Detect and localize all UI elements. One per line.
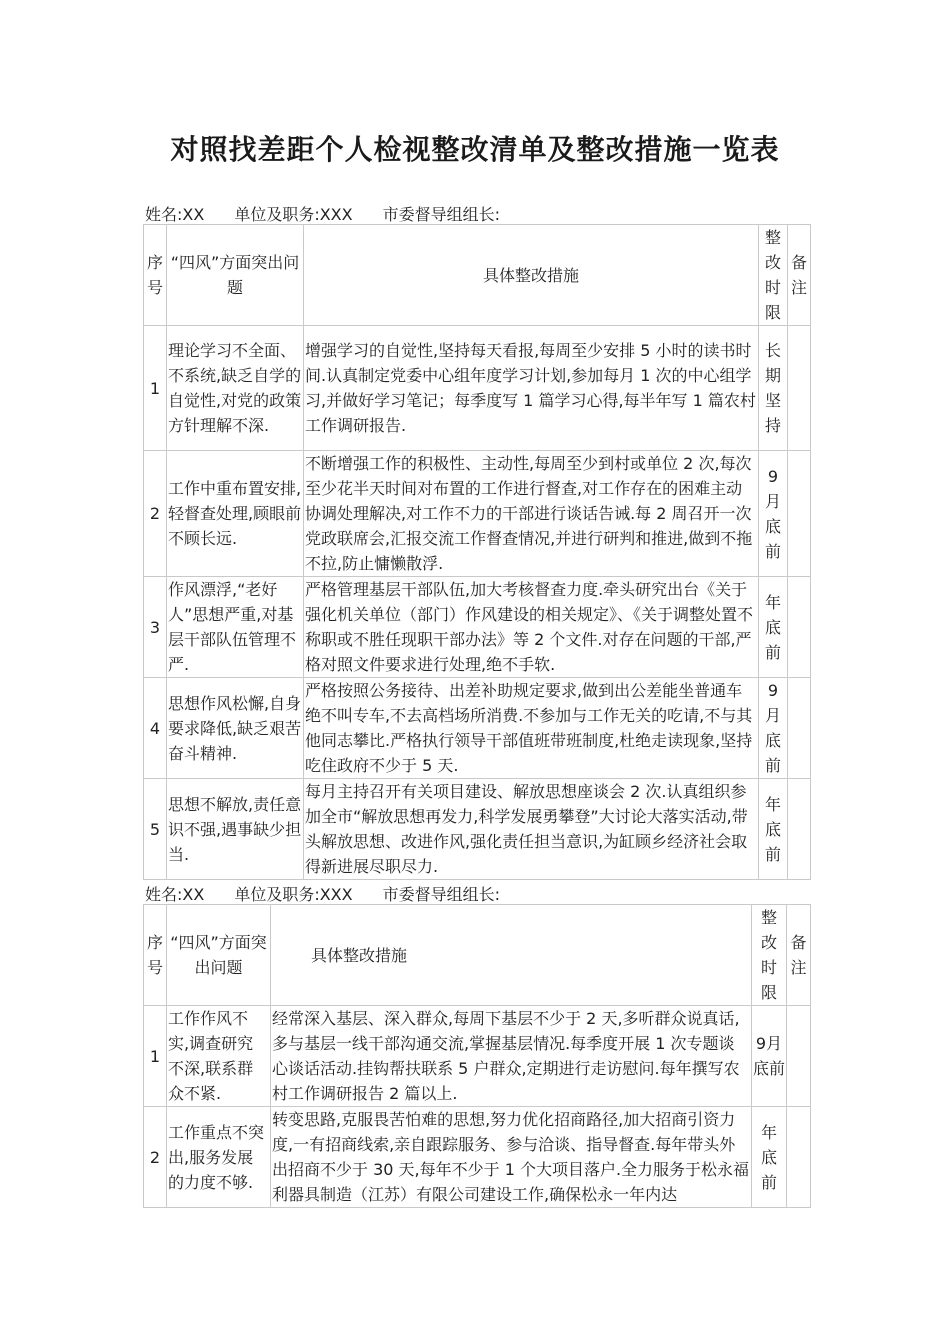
row-deadline: 9月底前: [759, 678, 788, 779]
row-deadline: 年底前: [752, 1107, 787, 1208]
row-remark: [788, 451, 811, 577]
header-no: 序号: [144, 905, 167, 1006]
row-remark: [788, 326, 811, 451]
row-measures: 每月主持召开有关项目建设、解放思想座谈会 2 次.认真组织参加全市“解放思想再发力,科学发展勇攀登”大讨论大落实活动,带头解放思想、改进作风,强化责任担当意识,为缸顾乡经济社会取得新进展尽职尽力.: [304, 779, 759, 880]
row-no: 1: [144, 1006, 167, 1107]
row-no: 5: [144, 779, 167, 880]
unit-field: 单位及职务:XXX: [234, 205, 353, 224]
row-no: 4: [144, 678, 167, 779]
header-no: 序号: [144, 225, 167, 326]
header-measures: 具体整改措施: [271, 905, 752, 1006]
header-deadline: 整改时限: [752, 905, 787, 1006]
table-row: [144, 678, 811, 779]
row-measures: 严格管理基层干部队伍,加大考核督查力度.牵头研究出台《关于强化机关单位（部门）作风建设的相关规定》、《关于调整处置不称职或不胜任现职干部办法》等 2 个文件.对存在问题的干部,严格对照文件要求进行处理,绝不手软.: [304, 577, 759, 678]
table-row: [144, 451, 811, 577]
row-no: 1: [144, 326, 167, 451]
supervisor-field: 市委督导组组长:: [382, 885, 501, 904]
info-line-2: [145, 882, 530, 905]
row-measures: 转变思路,克服畏苦怕难的思想,努力优化招商路径,加大招商引资力度,一有招商线索,亲自跟踪服务、参与洽谈、指导督查.每年带头外出招商不少于 30 天,每年不少于 1 个大项目落户.全力服务于松永福利器具制造（江苏）有限公司建设工作,确保松永一年内达: [271, 1107, 752, 1208]
header-remark: 备注: [787, 905, 811, 1006]
table-row: [144, 1006, 811, 1107]
row-remark: [787, 1006, 811, 1107]
table-row: [144, 779, 811, 880]
row-problem: 作风漂浮,“老好人”思想严重,对基层干部队伍管理不严.: [167, 577, 304, 678]
row-problem: 工作作风不实,调查研究不深,联系群众不紧.: [167, 1006, 271, 1107]
row-remark: [788, 779, 811, 880]
row-remark: [788, 577, 811, 678]
rectification-table-1: [143, 224, 811, 880]
supervisor-field: 市委督导组组长:: [382, 205, 501, 224]
row-no: 2: [144, 451, 167, 577]
table-header-row: [144, 905, 811, 1006]
row-remark: [788, 678, 811, 779]
table-row: [144, 1107, 811, 1208]
table-header-row: [144, 225, 811, 326]
row-no: 2: [144, 1107, 167, 1208]
row-deadline: 9月底前: [752, 1006, 787, 1107]
info-line-1: [145, 202, 530, 225]
row-deadline: 年底前: [759, 779, 788, 880]
rectification-table-2: [143, 904, 811, 1208]
unit-field: 单位及职务:XXX: [234, 885, 353, 904]
row-problem: 工作重点不突出,服务发展的力度不够.: [167, 1107, 271, 1208]
table-row: [144, 326, 811, 451]
table-row: [144, 577, 811, 678]
name-field: 姓名:XX: [145, 885, 205, 904]
row-problem: 理论学习不全面、不系统,缺乏自学的自觉性,对党的政策方针理解不深.: [167, 326, 304, 451]
row-measures: 不断增强工作的积极性、主动性,每周至少到村或单位 2 次,每次至少花半天时间对布置的工作进行督查,对工作存在的困难主动协调处理解决,对工作不力的干部进行谈话告诫.每 2 周召开一次党政联席会,汇报交流工作督查情况,并进行研判和推进,做到不拖不拉,防止慵懒散浮.: [304, 451, 759, 577]
row-problem: 思想作风松懈,自身要求降低,缺乏艰苦奋斗精神.: [167, 678, 304, 779]
page-title: 对照找差距个人检视整改清单及整改措施一览表: [170, 133, 780, 166]
row-deadline: 长期坚持: [759, 326, 788, 451]
header-deadline: 整改时限: [759, 225, 788, 326]
name-field: 姓名:XX: [145, 205, 205, 224]
row-problem: 工作中重布置安排,轻督查处理,顾眼前不顾长远.: [167, 451, 304, 577]
row-problem: 思想不解放,责任意识不强,遇事缺少担当.: [167, 779, 304, 880]
row-measures: 增强学习的自觉性,坚持每天看报,每周至少安排 5 小时的读书时间.认真制定党委中心组年度学习计划,参加每月 1 次的中心组学习,并做好学习笔记；每季度写 1 篇学习心得,每半年写 1 篇农村工作调研报告.: [304, 326, 759, 451]
row-remark: [787, 1107, 811, 1208]
row-no: 3: [144, 577, 167, 678]
row-deadline: 9月底前: [759, 451, 788, 577]
row-measures: 经常深入基层、深入群众,每周下基层不少于 2 天,多听群众说真话,多与基层一线干部沟通交流,掌握基层情况.每季度开展 1 次专题谈心谈话活动.挂钩帮扶联系 5 户群众,定期进行走访慰问.每年撰写农村工作调研报告 2 篇以上.: [271, 1006, 752, 1107]
header-problem: “四风”方面突出问题: [167, 225, 304, 326]
row-measures: 严格按照公务接待、出差补助规定要求,做到出公差能坐普通车绝不叫专车,不去高档场所消费.不参加与工作无关的吃请,不与其他同志攀比.严格执行领导干部值班带班制度,杜绝走读现象,坚持吃住政府不少于 5 天.: [304, 678, 759, 779]
header-measures: 具体整改措施: [304, 225, 759, 326]
header-problem: “四风”方面突出问题: [167, 905, 271, 1006]
row-deadline: 年底前: [759, 577, 788, 678]
header-remark: 备注: [788, 225, 811, 326]
